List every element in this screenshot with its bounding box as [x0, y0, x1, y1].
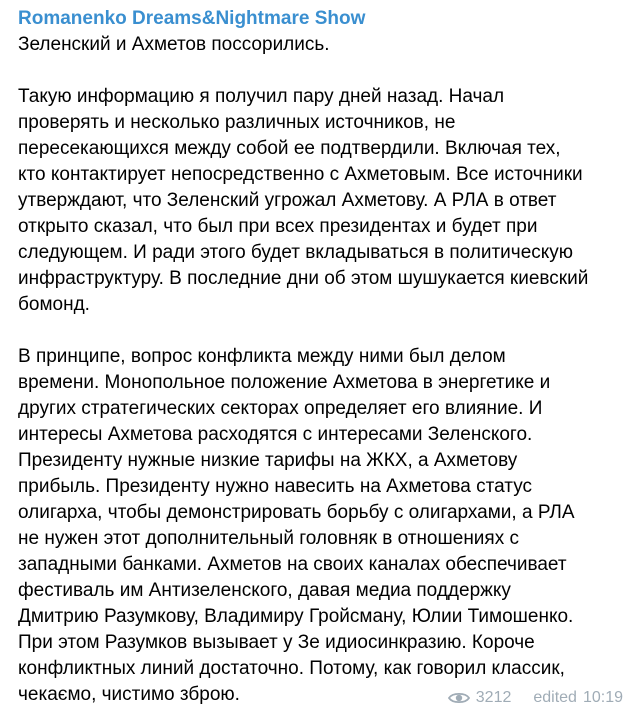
view-count: 3212: [475, 689, 512, 706]
eye-icon: [448, 691, 470, 705]
message-line: следующем. И ради этого будет вкладываться в политическую: [18, 242, 574, 263]
message-line: фестиваль им Антизеленского, давая медиа поддержку: [18, 580, 511, 601]
message-time: 10:19: [582, 689, 623, 706]
channel-name[interactable]: Romanenko Dreams&Nightmare Show: [18, 8, 366, 29]
message-line: времени. Монопольное положение Ахметова в энергетике и: [18, 372, 551, 393]
message-line: утверждают, что Зеленский угрожал Ахметову. А РЛА в ответ: [18, 190, 557, 211]
message-line: инфраструктуру. В последние дни об этом шушукается киевский: [18, 268, 589, 289]
message-line: Президенту нужные низкие тарифы на ЖКХ, а Ахметову: [18, 450, 518, 471]
message-line: В принципе, вопрос конфликта между ними был делом: [18, 346, 506, 367]
message-text: [18, 32, 627, 708]
message-line: чекаємо, чистимо зброю.: [18, 684, 240, 705]
message-meta: [448, 687, 623, 709]
message-line: конфликтных линий достаточно. Потому, как говорил классик,: [18, 658, 565, 679]
message-line: проверять и несколько различных источников, не: [18, 112, 456, 133]
message-line: интересы Ахметова расходятся с интересами Зеленского.: [18, 424, 533, 445]
message-line: бомонд.: [18, 294, 90, 315]
edited-label: edited: [533, 689, 577, 706]
message-line: прибыль. Президенту нужно навесить на Ахметова статус: [18, 476, 532, 497]
message-line: открыто сказал, что был при всех президентах и будет при: [18, 216, 538, 237]
message-line: Зеленский и Ахметов поссорились.: [18, 34, 330, 55]
message-paragraph: [18, 32, 627, 58]
message-line: Такую информацию я получил пару дней назад. Начал: [18, 86, 505, 107]
message-line: других стратегических секторах определяет его влияние. И: [18, 398, 543, 419]
message-paragraph: [18, 344, 627, 708]
message-line: При этом Разумков вызывает у Зе идиосинкразию. Короче: [18, 632, 535, 653]
message-line: западными банками. Ахметов на своих каналах обеспечивает: [18, 554, 567, 575]
message-line: пересекающихся между собой ее подтвердили. Включая тех,: [18, 138, 561, 159]
message-paragraph: [18, 84, 627, 318]
message-line: Дмитрию Разумкову, Владимиру Гройсману, Юлии Тимошенко.: [18, 606, 574, 627]
message-line: не нужен этот дополнительный головняк в отношениях с: [18, 528, 519, 549]
message-line: олигарха, чтобы демонстрировать борьбу с олигархами, а РЛА: [18, 502, 575, 523]
message-line: кто контактирует непосредственно с Ахметовым. Все источники: [18, 164, 583, 185]
